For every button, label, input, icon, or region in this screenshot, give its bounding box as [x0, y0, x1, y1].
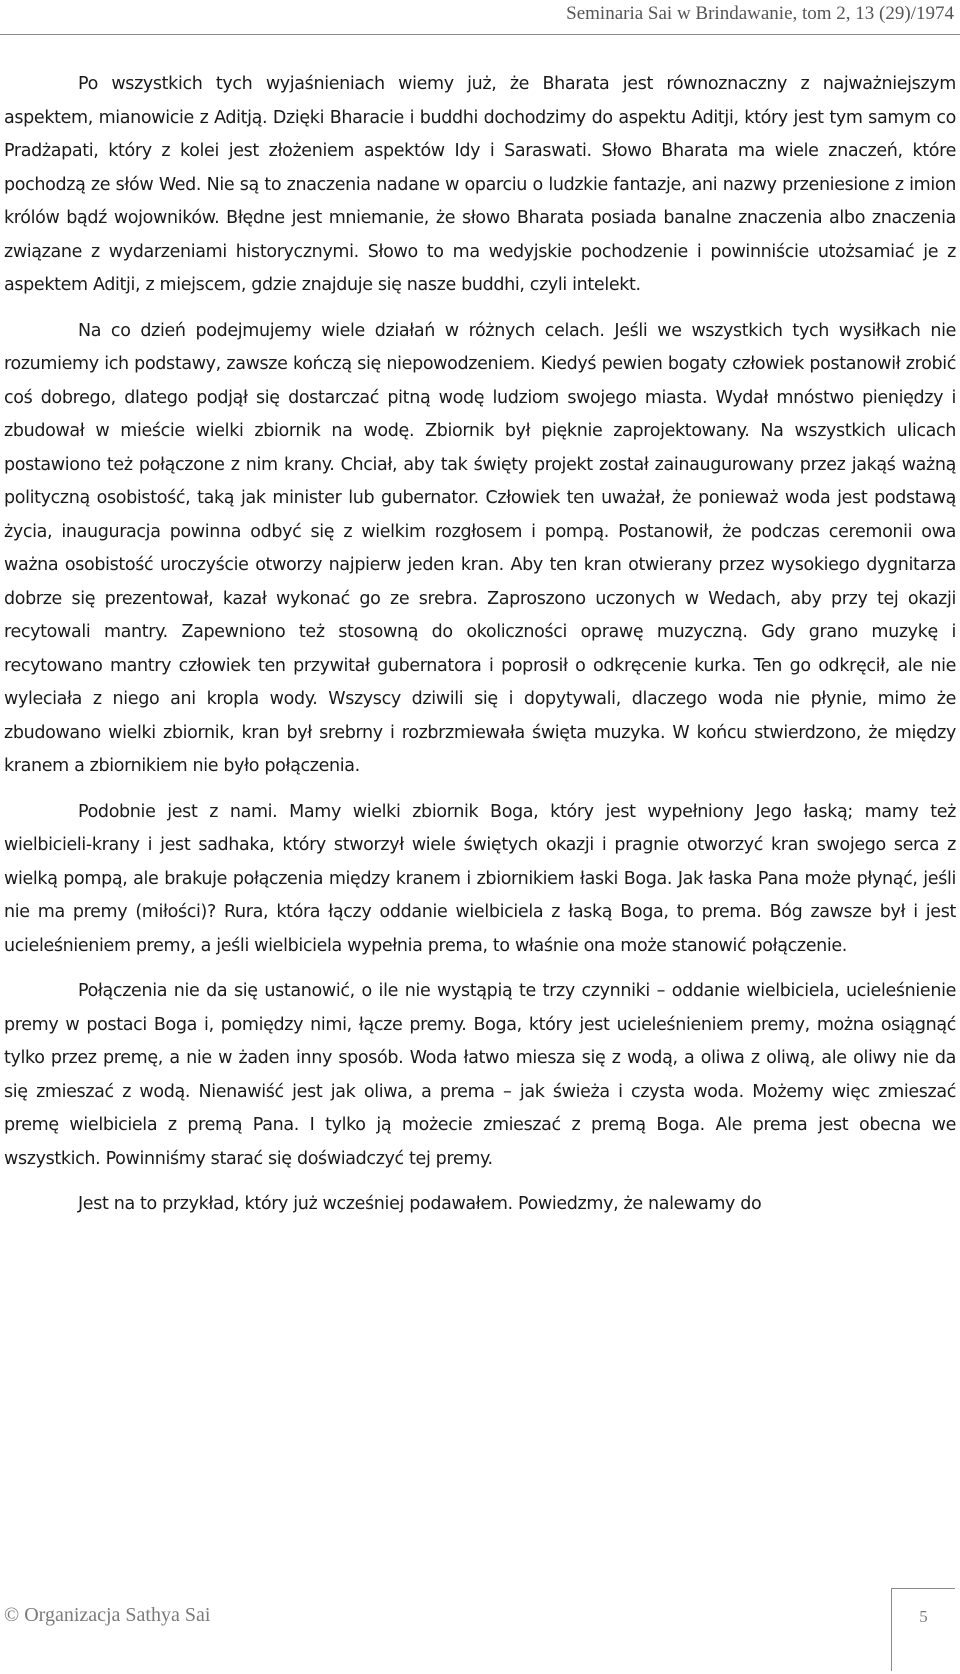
footer-copyright: © Organizacja Sathya Sai: [4, 1604, 211, 1626]
running-header: Seminaria Sai w Brindawanie, tom 2, 13 (29)/1974: [566, 3, 954, 24]
paragraph: Jest na to przykład, który już wcześniej podawałem. Powiedzmy, że nalewamy do: [78, 1194, 762, 1214]
paragraph: Połączenia nie da się ustanowić, o ile nie wystąpią te trzy czynniki – oddanie wielbiciela, ucieleśnienie premy w postaci Boga i, pomiędzy nimi, łącze premy. Boga, który jest ucieleśnieniem premy, można osiągnąć tylko przez premę, a nie w żaden inny sposób. Woda łatwo miesza się z wodą, a oliwa z oliwą, ale oliwy nie da się zmieszać z wodą. Nienawiść jest jak oliwa, a prema – jak świeża i czysta woda. Możemy więc zmieszać premę wielbiciela z premą Pana. I tylko ją możecie zmieszać z premą Boga. Ale prema jest obecna we wszystkich. Powinniśmy starać się doświadczyć tej premy.: [4, 981, 956, 1169]
paragraph: Podobnie jest z nami. Mamy wielki zbiornik Boga, który jest wypełniony Jego łaską; mamy też wielbicieli-krany i jest sadhaka, który stworzył wiele świętych okazji i pragnie otworzyć kran swojego serca z wielką pompą, ale brakuje połączenia między kranem i zbiornikiem łaski Boga. Jak łaska Pana może płynąć, jeśli nie ma premy (miłości)? Rura, która łączy oddanie wielbiciela z łaską Boga, to prema. Bóg zawsze był i jest ucieleśnieniem premy, a jeśli wielbiciela wypełnia prema, to właśnie ona może stanowić połączenie.: [4, 801, 956, 956]
document-body: [4, 68, 956, 1222]
page-number-box: [891, 1588, 955, 1671]
page-number: 5: [919, 1607, 928, 1626]
paragraph: Na co dzień podejmujemy wiele działań w różnych celach. Jeśli we wszystkich tych wysiłkach nie rozumiemy ich podstawy, zawsze kończą się niepowodzeniem. Kiedyś pewien bogaty człowiek postanowił zrobić coś dobrego, dlatego podjął się dostarczać pitną wodę ludziom swojego miasta. Wydał mnóstwo pieniędzy i zbudował w mieście wielki zbiornik na wodę. Zbiornik był pięknie zaprojektowany. Na wszystkich ulicach postawiono też połączone z nim krany. Chciał, aby tak święty projekt został zainaugurowany przez jakąś ważną polityczną osobistość, taką jak minister lub gubernator. Człowiek ten uważał, że ponieważ woda jest podstawą życia, inauguracja powinna odbyć się z wielkim rozgłosem i pompą. Postanowił, że podczas ceremonii owa ważna osobistość uroczyście otworzy najpierw jeden kran. Aby ten kran otwierany przez wysokiego dygnitarza dobrze się prezentował, kazał wykonać go ze srebra. Zaproszono uczonych w Wedach, aby przy tej okazji recytowali mantry. Zapewniono też stosowną do okoliczności oprawę muzyczną. Gdy grano muzykę i recytowano mantry człowiek ten przywitał gubernatora i poprosił o odkręcenie kurka. Ten go odkręcił, ale nie wyleciała z niego ani kropla wody. Wszyscy dziwili się i dopytywali, dlaczego woda nie płynie, mimo że zbudowano wielki zbiornik, kran był srebrny i rozbrzmiewała święta muzyka. W końcu stwierdzono, że między kranem a zbiornikiem nie było połączenia.: [4, 320, 956, 776]
running-header-bar: [0, 0, 960, 35]
paragraph: Po wszystkich tych wyjaśnieniach wiemy już, że Bharata jest równoznaczny z najważniejszym aspektem, mianowicie z Aditją. Dzięki Bharacie i buddhi dochodzimy do aspektu Aditji, który jest tym samym co Pradżapati, który z kolei jest złożeniem aspektów Idy i Saraswati. Słowo Bharata ma wiele znaczeń, które pochodzą ze słów Wed. Nie są to znaczenia nadane w oparciu o ludzkie fantazje, ani nazwy przeniesione z imion królów bądź wojowników. Błędne jest mniemanie, że słowo Bharata posiada banalne znaczenia albo znaczenia związane z wydarzeniami historycznymi. Słowo to ma wedyjskie pochodzenie i powinniście utożsamiać je z aspektem Aditji, z miejscem, gdzie znajduje się nasze buddhi, czyli intelekt.: [4, 74, 956, 295]
